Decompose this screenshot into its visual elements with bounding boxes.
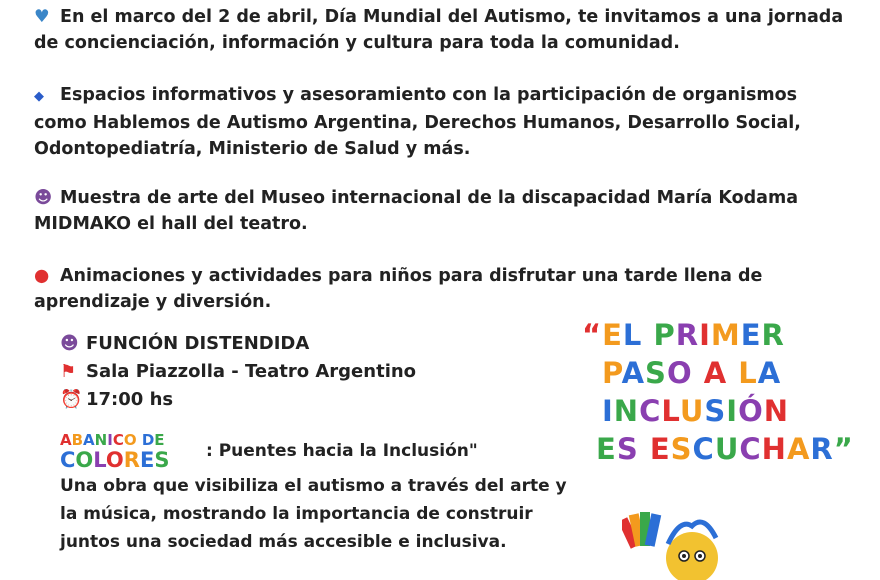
theater-masks-icon: ☻ bbox=[34, 188, 53, 208]
logo-line-2: COLORES bbox=[60, 448, 170, 472]
pin-icon: ⚑ bbox=[60, 361, 77, 382]
art-exhibit-text: Muestra de arte del Museo internacional de la discapacidad María Kodama MIDMAKO el hall del teatro. bbox=[34, 188, 798, 234]
venue-line bbox=[60, 359, 416, 385]
logo-line-1: ABANICO DE bbox=[60, 431, 165, 449]
info-spaces-paragraph bbox=[34, 82, 854, 162]
art-exhibit-paragraph bbox=[34, 185, 854, 237]
show-subtitle: : Puentes hacia la Inclusión" bbox=[206, 441, 478, 461]
intro-paragraph bbox=[34, 4, 854, 56]
activities-text: Animaciones y actividades para niños para disfrutar una tarde llena de aprendizaje y diversión. bbox=[34, 266, 763, 312]
quote-line-2: PASO A LA bbox=[602, 356, 782, 390]
function-title: FUNCIÓN DISTENDIDA bbox=[86, 333, 310, 354]
balloon-icon: ● bbox=[34, 266, 50, 286]
intro-text: En el marco del 2 de abril, Día Mundial del Autismo, te invitamos a una jornada de concienciación, información y cultura para toda la comunidad. bbox=[34, 7, 844, 53]
alarm-clock-icon: ⏰ bbox=[60, 389, 83, 410]
function-title-line bbox=[60, 331, 309, 357]
time-text: 17:00 hs bbox=[86, 389, 174, 410]
quote-line-4: ES ESCUCHAR” bbox=[596, 432, 854, 466]
blue-diamond-icon: ◆ bbox=[34, 89, 44, 104]
abanico-de-colores-logo bbox=[60, 430, 192, 474]
quote-line-1: “EL PRIMER bbox=[582, 318, 785, 352]
venue-text: Sala Piazzolla - Teatro Argentino bbox=[86, 361, 417, 382]
character-illustration-icon bbox=[622, 508, 722, 580]
time-line bbox=[60, 387, 173, 413]
show-description: Una obra que visibiliza el autismo a través del arte y la música, mostrando la importancia de construir juntos una sociedad más accesible e inclusiva. bbox=[60, 476, 567, 552]
quote-line-3: INCLUSIÓN bbox=[602, 394, 790, 428]
theater-masks-icon: ☻ bbox=[60, 333, 79, 354]
activities-paragraph bbox=[34, 263, 854, 315]
blue-heart-icon: ♥ bbox=[34, 7, 50, 27]
info-spaces-text: Espacios informativos y asesoramiento con la participación de organismos como Hablemos de Autismo Argentina, Derechos Humanos, Desarrollo Social, Odontopediatría, Ministerio de Salud y más. bbox=[34, 85, 801, 159]
